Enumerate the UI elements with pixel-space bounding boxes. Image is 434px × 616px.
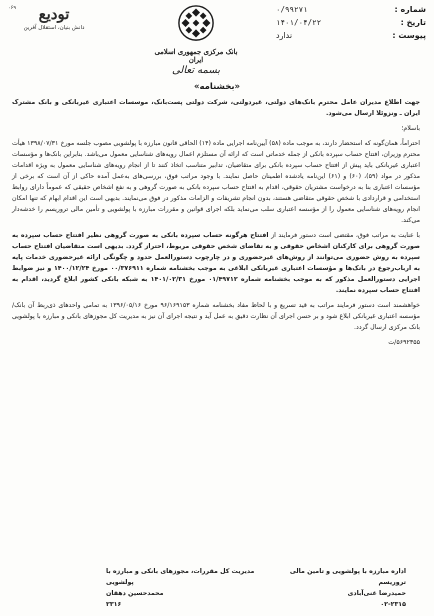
department-right: اداره مبارزه با پولشویی و تامین مالی تروریسم: [289, 568, 406, 586]
signatory-extensions: [106, 599, 406, 610]
salutation: باسلام؛: [401, 125, 420, 132]
stamp-subtitle: دانش بنیان، استقلال آفرین: [23, 24, 85, 31]
date-row: [276, 17, 426, 30]
recipient-line: جهت اطلاع مدیران عامل محترم بانک‌های دولتی، غیردولتی، شرکت دولتی پست‌بانک، موسسات اعتباری غیربانکی و بانک مشترک ایران ـ ونزوئلا ارسال می‌شود.: [12, 99, 420, 117]
paragraph-2: [12, 230, 420, 296]
letter-body: [12, 97, 420, 352]
signatory-names: [106, 588, 406, 599]
signatory-departments: [106, 566, 406, 588]
department-left: مدیریت کل مقررات، مجوزهای بانکی و مبارزه با پولشویی: [106, 568, 255, 586]
bank-logo-icon: [177, 4, 215, 42]
number-value: ۰/۹۹۲۷۱: [276, 5, 308, 14]
paragraph-2-instruction: افتتاح هرگونه حساب سپرده بانکی به صورت گروهی نظیر افتتاح حساب سپرده به صورت گروهی برای کارکنان اشخاص حقوقی و به تقاضای شخص حقوقی مربوط، احتراز گردد. بدیهی است متقاضیان افتتاح حساب سپرده به روش حضوری می‌توانند از روش‌های غیرحضوری و در چارچوب دستورالعمل حدود و چگونگی ارائه غیرحضوری خدمات پایه به ارباب‌رجوع در بانک‌ها و مؤسسات اعتباری غیربانکی ابلاغی به موجب بخشنامه شماره ۰۰/۳۷۶۹۱۱ مورخ ۱۴۰۰/۱۲/۲۴ و نیز ضوابط اجرایی دستورالعمل مذکور که به موجب بخشنامه شماره ۰۱/۴۹۷۱۲ مورخ ۱۴۰۱/۰۲/۳۱ به شبکه بانکی کشور ابلاغ گردید، اقدام به افتتاح حساب سپرده نمایند.: [12, 232, 420, 294]
bank-header: [150, 4, 242, 76]
signatories: [106, 566, 406, 610]
attachment-label: پیوست :: [392, 30, 426, 40]
date-label: تاریخ :: [400, 17, 426, 27]
signatory-name-left: محمدحسین دهقان: [106, 590, 164, 597]
number-label: شماره :: [394, 5, 426, 14]
extension-left: ۲۳۱۶: [106, 601, 122, 608]
date-value: ۱۴۰۱/۰۴/۲۲: [276, 17, 322, 27]
attachment-value: ندارد: [276, 30, 293, 40]
letter-meta: [276, 4, 426, 42]
paragraph-2-intro: با عنایت به مراتب فوق، مقتضی است دستور فرمایند از: [268, 232, 420, 239]
stamp-number: ۰۶۹: [8, 5, 17, 11]
signatory-name-right: حمیدرضا غنی‌آبادی: [347, 590, 406, 597]
bismillah-signature: بسمه تعالی: [171, 65, 221, 76]
reference-code: ۵۶۹۲۳۵۵/ت: [388, 339, 420, 346]
bank-name: بانک مرکزی جمهوری اسلامی ایران: [154, 48, 238, 64]
document-type: «بخشنامه»: [193, 82, 241, 92]
paragraph-3: خواهشمند است دستور فرمایند مراتب به قید تسریع و با لحاظ مفاد بخشنامه شماره ۹۶/۱۶۹۱۵۳ مورخ ۱۳۹۶/۰۵/۱۶ به تمامی واحدهای ذی‌ربط آن بانک/مؤسسه اعتباری غیربانکی ابلاغ شود و بر حسن اجرای آن نظارت دقیق به عمل آید و نتیجه اجرای آن نیز به مدیریت کل مجوزهای بانکی و مبارزه با پولشویی بانک مرکزی ارسال گردد.: [12, 302, 420, 331]
received-stamp: [8, 6, 100, 31]
paragraph-1: احتراماً، همان‌گونه که استحضار دارند، به موجب ماده (۵۸) آیین‌نامه اجرایی ماده (۱۴) الحاقی قانون مبارزه با پولشویی مصوب جلسه مورخ ۱۳۹۸/۰۷/۳۱ هیأت محترم وزیران، افتتاح حساب سپرده بانکی از جمله خدماتی است که ارائه آن مستلزم اعمال رویه‌های شناسایی معمول می‌باشد. بنابراین بانک‌ها و مؤسسات اعتباری غیربانکی باید پیش از افتتاح حساب سپرده بانکی برای متقاضیان، تدابیر متناسب اتخاذ کنند تا از انجام رویه‌های شناسایی معمول به ویژه اقدامات مذکور در مواد (۵۹)، (۶۰) و (۶۱) این‌نامه یادشده اطمینان حاصل نمایند. با وجود مراتب فوق، بررسی‌های به‌عمل آمده حاکی از آن است که برخی از مؤسسات اعتباری بنا به درخواست مشتریان حقوقی، اقدام به افتتاح حساب سپرده بانکی به صورت گروهی و به نفع اشخاص حقیقی که عموماً دارای روابط استخدامی و قراردادی با شخص حقوقی متقاضی هستند، بدون انجام تشریفات و الزامات مذکور در فوق می‌نمایند. بدیهی است این اقدام ابهام که تنها امکان انجام رویه‌های شناسایی معمول را از مؤسسه اعتباری سلب می‌نماید بلکه اجرای قوانین و مقررات مبارزه با پولشویی و تأمین مالی تروریسم را خدشه‌دار می‌کند.: [12, 140, 421, 224]
stamp-title: تودیع: [38, 5, 70, 23]
attachment-row: [276, 30, 426, 43]
extension-right: ۰۲-۲۳۱۵: [380, 601, 406, 608]
number-row: [276, 4, 426, 17]
